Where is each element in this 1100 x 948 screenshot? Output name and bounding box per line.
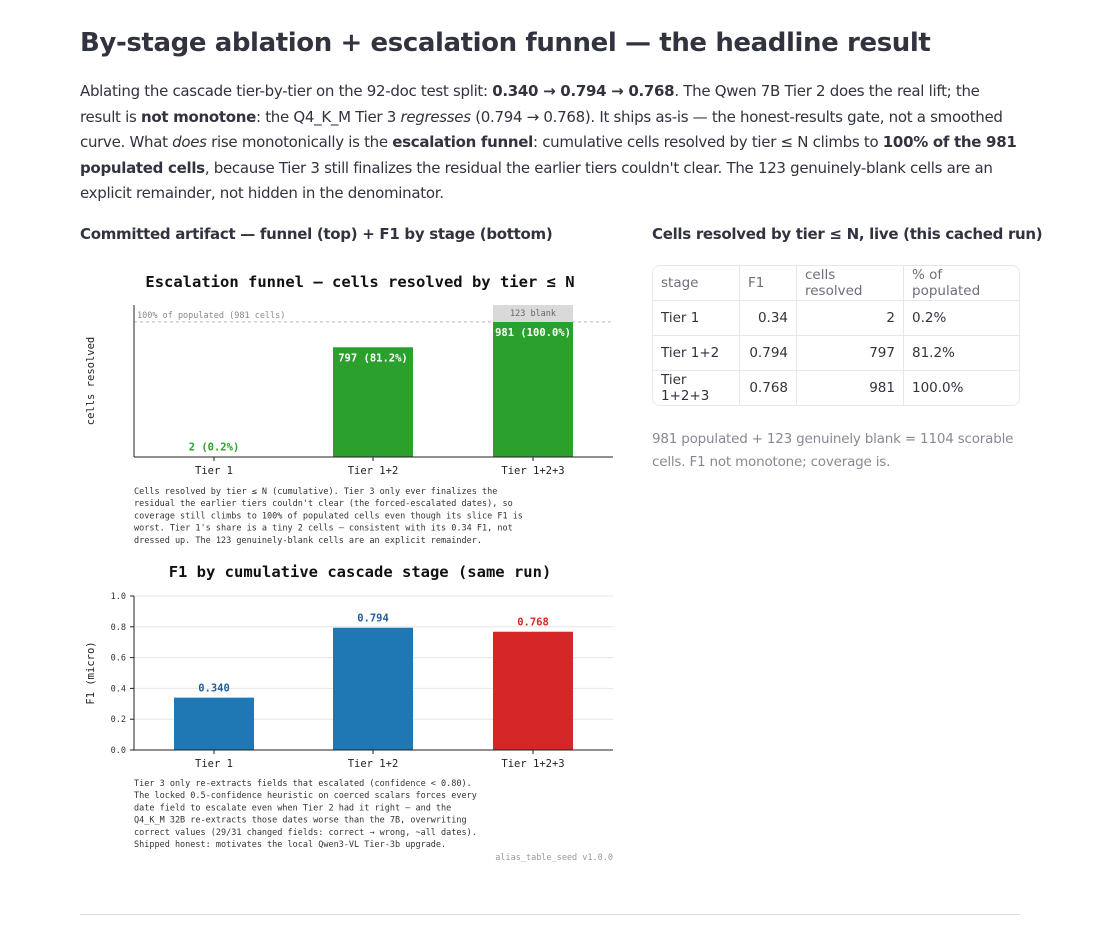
bottom-divider bbox=[80, 914, 1020, 915]
intro-italic-regresses: regresses bbox=[400, 107, 471, 126]
f1-x-tick-label: Tier 1+2 bbox=[347, 758, 399, 770]
funnel-x-tick-label: Tier 1+2+3 bbox=[501, 465, 565, 477]
intro-text-4: (0.794 → 0.768). It ships as-is — the honest-results gate, not a smoothed curve. What bbox=[80, 107, 1003, 152]
f1-data-label-1: 0.340 bbox=[198, 682, 230, 695]
f1-data-label-2: 0.794 bbox=[357, 612, 389, 625]
f1-y-tick-label: 0.4 bbox=[110, 684, 126, 695]
funnel-data-label-2: 797 (81.2%) bbox=[338, 352, 408, 365]
funnel-bar-3 bbox=[493, 322, 573, 457]
cell-percent: 81.2% bbox=[904, 336, 1019, 371]
funnel-chart-title: Escalation funnel — cells resolved by tier ≤ N bbox=[145, 273, 575, 291]
cell-cells-resolved: 797 bbox=[797, 336, 904, 371]
intro-text-3: : the Q4_K_M Tier 3 bbox=[256, 107, 401, 126]
intro-text-5: rise monotonically is the bbox=[206, 133, 393, 152]
intro-text-1: Ablating the cascade tier-by-tier on the 92-doc test split: bbox=[80, 82, 493, 100]
header-percent-populated: % of populated bbox=[904, 266, 1019, 301]
f1-y-tick-label: 0.2 bbox=[110, 715, 126, 726]
artifact-heading: Committed artifact — funnel (top) + F1 by stage (bottom) bbox=[80, 225, 553, 243]
committed-artifact-figure bbox=[80, 258, 620, 868]
funnel-note-line: coverage still climbs to 100% of populated cells even though its slice F1 is bbox=[134, 511, 523, 522]
f1-y-tick-label: 1.0 bbox=[110, 592, 126, 602]
cell-f1: 0.794 bbox=[740, 336, 797, 371]
f1-note-line: Shipped honest: motivates the local Qwen3-VL Tier-3b upgrade. bbox=[134, 840, 447, 850]
blank-cells-label: 123 blank bbox=[509, 309, 557, 319]
cell-percent: 100.0% bbox=[912, 380, 964, 396]
results-table bbox=[652, 265, 1020, 406]
cell-f1: 0.34 bbox=[740, 301, 797, 336]
cell-stage: Tier 1+2 bbox=[653, 336, 740, 371]
f1-bar-2 bbox=[333, 628, 413, 750]
version-tag: alias_table_seed v1.0.0 bbox=[495, 853, 613, 863]
cell-stage: Tier 1 bbox=[653, 301, 740, 336]
header-f1: F1 bbox=[740, 266, 797, 301]
funnel-note-line: Cells resolved by tier ≤ N (cumulative). Tier 3 only ever finalizes the bbox=[134, 487, 498, 497]
table-row bbox=[653, 371, 1019, 405]
header-stage: stage bbox=[653, 266, 740, 301]
cell-percent: 0.2% bbox=[904, 301, 1019, 336]
header-cells-resolved: cells resolved bbox=[797, 266, 904, 301]
funnel-note-line: residual the earlier tiers couldn't clear (the forced-escalated dates), so bbox=[134, 499, 513, 510]
live-results-heading: Cells resolved by tier ≤ N, live (this cached run) bbox=[652, 225, 1043, 243]
intro-bold-populated-cells: 100% of the 981 populated cells bbox=[80, 133, 1017, 177]
f1-y-tick-label: 0.6 bbox=[110, 653, 126, 664]
f1-chart-title: F1 by cumulative cascade stage (same run) bbox=[168, 563, 552, 581]
intro-bold-not-monotone: not monotone bbox=[140, 107, 256, 126]
intro-paragraph bbox=[80, 79, 1020, 207]
f1-note-line: date field to escalate even when Tier 2 had it right — and the bbox=[134, 803, 452, 814]
intro-text-6: : cumulative cells resolved by tier ≤ N climbs to bbox=[532, 133, 883, 152]
funnel-x-tick-label: Tier 1 bbox=[195, 465, 233, 477]
table-row bbox=[653, 301, 1019, 336]
funnel-data-label-1: 2 (0.2%) bbox=[188, 441, 240, 454]
intro-bold-f1-sequence: 0.340 → 0.794 → 0.768 bbox=[492, 82, 675, 100]
f1-bar-3 bbox=[493, 632, 573, 750]
funnel-note-line: worst. Tier 1's share is a tiny 2 cells — consistent with its 0.34 F1, not bbox=[134, 523, 513, 534]
intro-bold-escalation-funnel: escalation funnel bbox=[392, 133, 533, 152]
f1-y-axis-label: F1 (micro) bbox=[85, 641, 97, 705]
cell-cells-resolved: 2 bbox=[797, 301, 904, 336]
cell-f1: 0.768 bbox=[740, 371, 797, 405]
funnel-note-line: dressed up. The 123 genuinely-blank cells are an explicit remainder. bbox=[134, 535, 482, 546]
f1-note-line: The locked 0.5-confidence heuristic on coerced scalars forces every bbox=[134, 791, 477, 802]
f1-x-tick-label: Tier 1+2+3 bbox=[501, 758, 565, 770]
f1-y-tick-label: 0.8 bbox=[110, 622, 126, 633]
page-title: By-stage ablation + escalation funnel — the headline result bbox=[80, 28, 931, 58]
f1-bar-1 bbox=[174, 698, 254, 750]
f1-y-tick-label: 0.0 bbox=[110, 746, 126, 756]
reference-line-label: 100% of populated (981 cells) bbox=[137, 310, 286, 321]
f1-note-line: Tier 3 only re-extracts fields that escalated (confidence < 0.80). bbox=[134, 779, 472, 789]
intro-text-2: . The Qwen 7B Tier 2 does the real lift; the result is bbox=[80, 82, 980, 126]
table-row bbox=[653, 336, 1019, 371]
cell-stage: Tier 1+2+3 bbox=[653, 371, 740, 405]
f1-data-label-3: 0.768 bbox=[517, 616, 549, 629]
funnel-data-label-3: 981 (100.0%) bbox=[495, 326, 571, 339]
intro-italic-does: does bbox=[172, 133, 207, 152]
f1-note-line: Q4_K_M 32B re-extracts those dates worse than the 7B, overwriting bbox=[134, 815, 467, 826]
cell-cells-resolved: 981 bbox=[797, 371, 904, 405]
table-header-row bbox=[653, 266, 1019, 301]
funnel-y-axis-label: cells resolved bbox=[85, 336, 97, 426]
f1-x-tick-label: Tier 1 bbox=[195, 758, 233, 770]
intro-text-7: , because Tier 3 still finalizes the residual the earlier tiers couldn't clear. The 123 genuinely-blank cells are an explicit remainder, not hidden in the denominator. bbox=[80, 158, 993, 203]
table-caption: 981 populated + 123 genuinely blank = 1104 scorable cells. F1 not monotone; coverage is. bbox=[652, 431, 1014, 470]
funnel-x-tick-label: Tier 1+2 bbox=[347, 465, 399, 477]
f1-note-line: correct values (29/31 changed fields: correct → wrong, ~all dates). bbox=[134, 827, 477, 838]
